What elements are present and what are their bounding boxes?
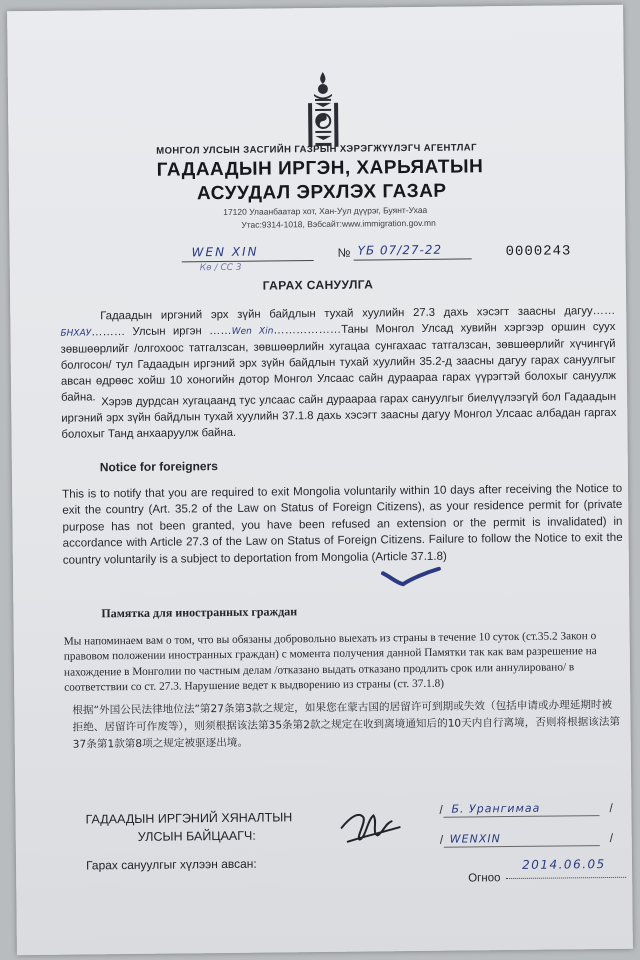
document-number: ҮБ 07/27-22 <box>357 242 443 258</box>
bracket-mark: / <box>609 800 613 815</box>
mongolian-text: ……… Улсын иргэн …… <box>91 324 232 339</box>
english-text: This is to notify that you are required to exit Mongolia voluntarily within 10 days after receiving the Notice to exit the country (Art. 35.2 of the Law on Status of Foreign Citizens), as your residence permit for (private purpose has not been granted, you have been refused an extension or the permit is invalidated) in accordance with Article 27.3 of the Law on Status of Foreign Citizens. Failure to follow the Notice to exit the country voluntarily is a subject to deportation from Mongolia (Article 37.1.8) <box>62 481 623 567</box>
mongolian-text: Хэрэв дурдсан хугацаанд тус улсаас сайн дураараа гарах сануулгыг биелүүлээгүй бол Гадаадын иргэний эрх зүйн байдлын тухай хуулийн 37.1.8 дахь хэсэгт заасны дагуу Монгол Улсаас албадан гаргах болохыг Танд анхааруулж байна. <box>61 390 617 441</box>
receiver-name: WENXIN <box>449 832 501 846</box>
english-heading: Notice for foreigners <box>99 459 218 475</box>
date-value: 2014.06.05 <box>521 857 606 872</box>
bracket-mark: / <box>439 802 443 817</box>
date-underline <box>506 877 626 879</box>
chinese-text: 根据“外国公民法律地位法”第27条第3款之规定，如果您在蒙古国的居留许可到期或失效（包括申请或办理延期时被拒绝、居留许可作废等），则须根据该法第35条第2款之规定在收到离境通知后的10天内自行离境，否则将根据该法第37条第1款第8项之规定被驱逐出境。 <box>72 698 621 751</box>
address-line: 17120 Улаанбаатар хот, Хан-Уул дүүрэг, Буянт-Ухаа <box>223 204 428 217</box>
document-page <box>7 5 633 955</box>
handwritten-country: БНХАУ <box>60 328 92 339</box>
bracket-mark: / <box>609 830 614 845</box>
mongolian-text: ………………Таны Монгол Улсад хувийн хэргээр оршин суух зөвшөөрлийг /олгохоос татгалзсан, зөвшөөрлийн хугацаа сунгахаас татгалзсан, зөвшөөрлийг хүчингүй болгосон/ тул Гадаадын иргэний эрх зүйн байдлын тухай хуулийн 35.2-д заасны дагуу гарах сануулгыг авсан өдрөөс хойш 10 хоногийн дотор Монгол Улсаас сайн дураараа гарах үүрэгтэй болохыг сануулж байна. <box>60 320 616 404</box>
document-title: ГАРАХ САНУУЛГА <box>262 277 374 293</box>
department-title-line-1: ГАДААДЫН ИРГЭН, ХАРЬЯАТЫН <box>156 156 484 181</box>
receiver-name-underline <box>444 845 600 848</box>
department-title-line-2: АСУУДАЛ ЭРХЛЭХ ГАЗАР <box>196 180 447 205</box>
serial-number: 0000243 <box>505 243 572 261</box>
number-underline <box>354 258 472 260</box>
inspector-signature-icon <box>333 797 414 858</box>
inspector-name: Б. Урангимаа <box>451 801 541 816</box>
recipient-secondary: Кө / СС 3 <box>199 262 242 274</box>
agency-name: МОНГОЛ УЛСЫН ЗАСГИЙН ГАЗРЫН ХЭРЭГЖҮҮЛЭГЧ АГЕНТЛАГ <box>156 142 477 157</box>
english-notice <box>62 481 623 569</box>
inspector-title-line-1: ГАДААДЫН ИРГЭНИЙ ХЯНАЛТЫН <box>85 810 293 827</box>
recipient-name: WEN XIN <box>191 244 259 260</box>
russian-text: Мы напоминаем вам о том, что вы обязаны добровольно выехать из страны в течение 10 суток (ст.35.2 Закон о правовом положении иностранных граждан) с момента получения данной Памятки так как вам разрешение на нахождение в Монголии по частным делам /отказано выдать отказано продлить срок или аннулировано/ в соответствии со ст. 27.3. Нарушение ведет к выдворению из страны (ст. 37.1.8) <box>63 630 597 694</box>
date-label: Огноо <box>468 872 501 885</box>
russian-notice <box>64 629 625 696</box>
received-label: Гарах сануулгыг хүлээн авсан: <box>85 856 257 873</box>
handwritten-name: Wen Xin <box>231 326 274 337</box>
checkmark-icon <box>381 567 441 588</box>
number-label: № <box>337 245 351 260</box>
inspector-name-underline <box>444 815 600 818</box>
mongolian-text: Гадаадын иргэний эрх зүйн байдлын тухай хуулийн 27.3 дахь хэсэгт заасны дагуу…… <box>100 304 616 323</box>
recipient-underline <box>182 260 314 262</box>
chinese-notice <box>72 697 623 754</box>
soyombo-emblem-icon <box>304 70 343 152</box>
mongolian-paragraph-2 <box>61 389 616 443</box>
contact-line: Утас:9314-1018, Вэбсайт:www.immigration.gov.mn <box>241 217 436 230</box>
inspector-title-line-2: УЛСЫН БАЙЦААГЧ: <box>137 828 256 844</box>
bracket-mark: / <box>439 832 444 847</box>
russian-heading: Памятка для иностранных граждан <box>101 604 298 621</box>
